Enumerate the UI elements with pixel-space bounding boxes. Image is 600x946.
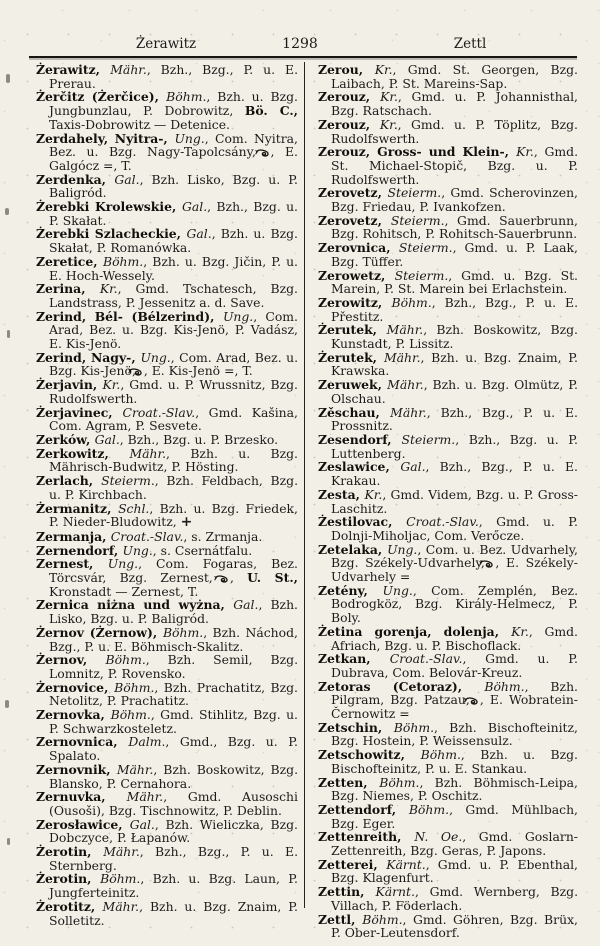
post-horn-icon [227, 575, 229, 583]
gazetteer-entry [36, 818, 298, 845]
entry-text: , Bzh., Bzg., P. u. E. Přestitz. [331, 294, 579, 324]
post-horn-icon [268, 149, 270, 157]
entry-region: Mähr. [383, 349, 421, 365]
scan-artifact [5, 208, 9, 215]
entry-region: Kärnt. [375, 884, 415, 900]
gazetteer-entry [36, 790, 298, 817]
entry-headword: Żerotin, [36, 844, 104, 860]
column-divider-rule [304, 62, 305, 908]
entry-text: , Bzh. Böhmisch-Leipa, Bzg. Niemes, P. Oschitz. [331, 774, 578, 804]
entry-headword: Zetoras (Cetoraz), [318, 678, 485, 694]
entry-region: Böhm. [100, 871, 141, 887]
entry-headword: Żerčitz (Żerčice), [36, 89, 167, 105]
gazetteer-entry [36, 530, 298, 544]
entry-region: Böhm. [105, 652, 146, 668]
entry-text: , Bzh., Bzg., P. u. E. Sternberg. [49, 844, 299, 873]
gazetteer-entry [318, 118, 578, 145]
gazetteer-entry [36, 200, 298, 227]
entry-region: Kr. [102, 377, 121, 393]
entry-text: , Bzh., Bzg., P. u. E. Prerau. [49, 62, 299, 91]
entry-headword: Żerebki Szlacheckie, [36, 226, 187, 242]
gazetteer-entry [318, 652, 578, 679]
gazetteer-entry [36, 502, 298, 530]
entry-headword: Żerjavin, [36, 377, 103, 393]
entry-region: N. Oe. [414, 829, 463, 845]
entry-region: Kr. [511, 623, 529, 639]
entry-headword: Bö. C., [244, 103, 298, 119]
gazetteer-entry [318, 460, 578, 487]
entry-text: , Bzh. Bischofteinitz, Bzg. Hostein, P. Weissensulz. [331, 719, 578, 749]
entry-text: , Gmd. Videm, Bzg. u. P. Gross-Laschitz. [331, 486, 578, 516]
entry-region: Croat.-Slav. [122, 404, 196, 420]
entry-headword: Żetina gorenja, dolenja, [318, 623, 512, 639]
entry-region: Böhm. [362, 911, 403, 927]
gazetteer-entry [36, 351, 298, 378]
gazetteer-entry [36, 544, 298, 558]
entry-headword: Zerdahely, Nyitra-, [36, 130, 175, 146]
entry-text: , Gmd. u. P. Johannisthal, Bzg. Ratschach. [331, 89, 578, 119]
entry-region: Schl. [118, 500, 150, 516]
entry-text: , Gmd. Wernberg, Bzg. Villach, P. Föderlach. [331, 884, 579, 913]
entry-text: , Gmd. Kašina, Com. Agram, P. Sesvete. [49, 404, 298, 434]
entry-text: , Gmd. u. P. Töplitz, Bzg. Rudolfswerth. [331, 116, 578, 146]
entry-region: Gal. [400, 459, 426, 475]
running-head-left-title: Żerawitz [135, 36, 197, 52]
entry-text: , Bzh. Boskowitz, Bzg. Blansko, P. Cernahora. [49, 761, 299, 791]
entry-region: Steierm. [398, 240, 453, 256]
entry-region: Kr. [374, 62, 393, 77]
entry-headword: Zetschowitz, [318, 747, 421, 763]
header-rule [29, 56, 577, 58]
entry-region: Kr. [379, 116, 398, 132]
entry-region: Kärnt. [386, 856, 426, 872]
entry-region: Ung. [140, 349, 171, 365]
gazetteer-entry [318, 830, 578, 857]
entry-text: , Gmd. Scherovinzen, Bzg. Friedau, P. Ivankofzen. [331, 185, 578, 215]
entry-headword: Żernov (Żernow), [36, 624, 163, 640]
gazetteer-entry [36, 90, 298, 131]
entry-region: Mähr. [390, 404, 427, 420]
entry-headword: Zernovnik, [36, 761, 117, 777]
entry-text: , s. Zrmanja. [183, 528, 263, 544]
entry-region: Böhm. [166, 89, 207, 105]
entry-text: , Gmd. u. P. Ebenthal, Bzg. Klagenfurt. [331, 856, 578, 886]
entry-region: Croat.-Slav. [406, 514, 479, 530]
entry-text: , Bzh. u. Bzg. Mährisch-Budwitz, P. Hösting. [49, 445, 298, 475]
entry-headword: Zeretice, [36, 253, 103, 269]
entry-headword: Żestilovac, [318, 514, 407, 530]
entry-headword: Zeruwek, [318, 377, 388, 393]
entry-headword: Żerotin, [36, 871, 101, 887]
entry-text: , Gmd. u. Bzg. St. Marein, P. St. Marein bei Erlachstein. [331, 267, 578, 297]
entry-headword: Zesta, [318, 486, 365, 502]
gazetteer-entry [36, 227, 298, 254]
entry-region: Gal. [233, 597, 259, 613]
entry-text: , Bzh., Bzg., P. u. E. Krakau. [331, 459, 578, 489]
entry-headword: Żermanitz, [36, 500, 119, 516]
entry-text: , Gmd. St. Michael-Stopič, Bzg. u. P. Rudolfswerth. [331, 144, 579, 187]
entry-text: , Gmd. u. P. Wrussnitz, Bzg. Rudolfswerth. [49, 377, 298, 406]
entry-text: , Bzh. Pilgram, Bzg. Patzau, [331, 678, 578, 708]
entry-region: Croat.-Slav. [389, 651, 463, 667]
gazetteer-entry [318, 858, 578, 885]
entry-region: Kr. [516, 144, 534, 160]
entry-headword: Żernov, [36, 652, 106, 668]
scan-artifact [7, 330, 10, 338]
entry-text: , Com. Arad, Bez. u. Bzg. Kis-Jenö, [49, 349, 299, 379]
entry-headword: Zeslawice, [318, 459, 401, 475]
entry-headword: Zěschau, [318, 404, 391, 420]
entry-headword: Zerowetz, [318, 267, 395, 283]
gazetteer-entry [318, 885, 578, 912]
entry-text: , Gmd. u. P. Dubrava, Com. Belovár-Kreuz. [331, 651, 578, 680]
cross-icon: + [180, 514, 193, 531]
entry-region: Böhm. [420, 747, 461, 763]
entry-region: Mähr. [387, 377, 424, 393]
entry-text: , Bzh. Prachatitz, Bzg. Netolitz, P. Prachatitz. [49, 679, 298, 709]
gazetteer-entry [36, 282, 298, 309]
entry-headword: Zerina, [36, 281, 100, 297]
gazetteer-entry [36, 173, 298, 200]
entry-headword: Zerouz, [318, 116, 380, 132]
gazetteer-entry [318, 214, 578, 241]
entry-region: Kr. [364, 486, 383, 502]
entry-text: , Bzh. Boskowitz, Bzg. Kunstadt, P. Lissitz. [331, 322, 578, 352]
gazetteer-entry [318, 543, 578, 584]
entry-headword: Żerutek, [318, 349, 384, 365]
entry-region: Steierm. [101, 473, 155, 489]
entry-text: , Bzh. Lisko, Bzg. u. P. Baligród. [49, 171, 298, 201]
gazetteer-entry [36, 63, 298, 90]
entry-text: , Gmd. Göhren, Bzg. Brüx, P. Ober-Leutensdorf. [331, 911, 578, 941]
entry-text: , Gmd., Bzg. u. P. Spalato. [49, 734, 298, 764]
gazetteer-entry [36, 557, 298, 598]
entry-region: Croat.-Slav. [110, 528, 184, 544]
entry-headword: Zernica niżna und wyżna, [36, 597, 234, 613]
entry-text: , Com. u. Bez. Udvarhely, Bzg. Székely-Udvarhely, [331, 541, 578, 571]
gazetteer-entry [318, 296, 578, 323]
gazetteer-entry [36, 447, 298, 474]
entry-text: , Bzh., Bzg. u. P. Skałat. [49, 199, 298, 228]
entry-headword: Zesendorf, [318, 431, 402, 447]
entry-headword: Żerjavinec, [36, 404, 123, 420]
entry-text: , Gmd. Afriach, Bzg. u. P. Bischoflack. [331, 623, 578, 653]
entry-headword: Zetkan, [318, 651, 390, 667]
entry-headword: Żerawitz, [36, 62, 111, 77]
entry-text: , E. Wobratein-Černowitz = [331, 692, 578, 722]
entry-headword: Zernest, [36, 556, 108, 572]
gazetteer-entry [36, 653, 298, 680]
entry-region: Kr. [99, 281, 118, 297]
entry-region: Böhm. [162, 624, 204, 640]
entry-text: , Com. Fogaras, Bez. Törcsvár, Bzg. Zernest, [49, 556, 298, 586]
entry-region: Böhm. [102, 253, 144, 269]
gazetteer-entry [318, 913, 578, 940]
gazetteer-entry [318, 488, 578, 515]
entry-headword: Zettl, [318, 911, 363, 927]
gazetteer-entry [318, 776, 578, 803]
entry-region: Mähr. [116, 761, 154, 777]
entry-text: , Bzh. Feldbach, Bzg. u. P. Kirchbach. [49, 473, 299, 502]
entry-region: Mähr. [126, 789, 164, 805]
entry-region: Mähr. [102, 898, 140, 914]
scan-artifact [7, 838, 10, 845]
gazetteer-entry [318, 803, 578, 830]
gazetteer-entry [36, 310, 298, 351]
gazetteer-entry [36, 708, 298, 735]
entry-headword: Zerdenka, [36, 171, 115, 187]
gazetteer-entry [36, 872, 298, 899]
scan-artifact [6, 74, 10, 83]
gazetteer-entry [36, 900, 298, 927]
gazetteer-entry [36, 433, 298, 447]
entry-region: Böhm. [391, 294, 432, 310]
entry-region: Mähr. [129, 445, 167, 461]
entry-headword: Zermanja, [36, 528, 111, 544]
entry-text: , Bzh. Wieliczka, Bzg. Dobczyce, P. Łapanów. [49, 816, 298, 846]
right-column [318, 63, 578, 940]
entry-text: , Bzh. Náchod, Bzg., P. u. E. Böhmisch-Skalitz. [49, 624, 298, 654]
gazetteer-entry [318, 406, 578, 433]
entry-region: Gal. [94, 431, 120, 447]
entry-region: Kr. [380, 89, 398, 105]
gazetteer-entry [36, 474, 298, 501]
entry-headword: Zernovka, [36, 707, 111, 723]
entry-region: Dalm. [128, 734, 166, 750]
entry-headword: Zetelaka, [318, 541, 388, 557]
entry-headword: Zerków, [36, 431, 95, 447]
entry-headword: Zerowitz, [318, 294, 392, 310]
entry-headword: Zerind, Bél- (Bélzerind), [36, 308, 223, 324]
gazetteer-entry [36, 845, 298, 872]
entry-text: , Bzh. u. Bzg. Jičin, P. u. E. Hoch-Wessely. [49, 253, 298, 283]
gazetteer-entry [318, 351, 578, 378]
entry-headword: Zettenreith, [318, 829, 415, 845]
gazetteer-entry [318, 269, 578, 296]
entry-text: , Bzh. u. Bzg. Bischofteinitz, P. u. E. Stankau. [331, 747, 578, 776]
gazetteer-entry [36, 735, 298, 762]
entry-region: Böhm. [379, 774, 420, 790]
entry-text: , Gmd. Ausoschi (Ousoši), Bzg. Tischnowitz, P. Deblin. [49, 789, 298, 818]
entry-region: Ung. [387, 541, 418, 557]
gazetteer-entry [318, 625, 578, 652]
entry-text: , Gmd. u. P. Dolnji-Miholjac, Com. Verőcze. [331, 514, 578, 543]
gazetteer-entry [318, 90, 578, 117]
entry-region: Böhm. [114, 679, 155, 695]
entry-region: Ung. [382, 582, 413, 598]
entry-headword: Zernovnica, [36, 734, 129, 750]
gazetteer-entry [318, 680, 578, 721]
entry-headword: Żerebki Krolewskie, [36, 199, 182, 215]
entry-region: Gal. [114, 171, 140, 187]
gazetteer-entry [318, 323, 578, 350]
entry-text: , Gmd. Stihlitz, Bzg. u. P. Schwarzkosteletz. [49, 707, 298, 736]
left-column [36, 63, 298, 927]
entry-text: , Bzh. Lisko, Bzg. u. P. Baligród. [49, 597, 298, 627]
running-head-right-title: Zettl [453, 36, 487, 52]
entry-headword: Zerovetz, [318, 212, 391, 228]
entry-region: Mähr. [110, 62, 147, 77]
entry-text: , Gmd. Mühlbach, Bzg. Eger. [331, 801, 578, 831]
entry-region: Ung. [222, 308, 254, 324]
entry-text: , E. Székely-Udvarhely = [331, 555, 578, 585]
entry-text: , Bzh. u. Bzg. Friedek, P. Nieder-Bludowitz, [49, 500, 298, 530]
entry-text: , [229, 570, 248, 586]
entry-headword: Żerutek, [318, 322, 387, 338]
entry-text: , Bzh., Bzg. u. P. Brzesko. [119, 431, 279, 447]
entry-region: Mähr. [103, 844, 140, 860]
entry-text: , Bzh. u. Bzg. Jungbunzlau, P. Dobrowitz, [49, 89, 298, 119]
entry-region: Böhm. [408, 801, 450, 817]
entry-text: Taxis-Dobrowitz — Detenice. [49, 116, 230, 132]
entry-region: Gal. [129, 816, 155, 832]
entry-text: , Gmd. St. Georgen, Bzg. Laibach, P. St. Mareins-Sap. [331, 62, 578, 91]
gazetteer-entry [36, 681, 298, 708]
entry-text: , Bzh. u. Bzg. Znaim, P. Krawska. [331, 349, 578, 379]
gazetteer-entry [318, 241, 578, 268]
entry-region: Steierm. [394, 267, 449, 283]
entry-text: , s. Csernátfalu. [152, 542, 253, 558]
page-number: 1298 [282, 36, 318, 52]
gazetteer-entry [36, 598, 298, 625]
entry-headword: Zetterei, [318, 856, 387, 872]
entry-text: , Bzh., Bzg. u. P. Luttenberg. [331, 431, 578, 461]
entry-text: , Bzh. u. Bzg. Olmütz, P. Olschau. [331, 377, 578, 406]
gazetteer-entry [318, 584, 578, 625]
entry-text: , Bzh., Bzg., P. u. E. Prossnitz. [331, 404, 578, 434]
entry-region: Gal. [181, 199, 208, 215]
entry-headword: Zerkowitz, [36, 445, 130, 461]
gazetteer-entry [318, 145, 578, 186]
entry-text: , Gmd. Tschatesch, Bzg. Landstrass, P. Jessenitz a. d. Save. [49, 281, 298, 310]
entry-headword: Zerlach, [36, 473, 102, 489]
gazetteer-entry [318, 515, 578, 542]
entry-headword: Zerou, [318, 62, 375, 77]
entry-text: , Com. Zemplén, Bez. Bodrogköz, Bzg. Király-Helmecz, P. Boly. [331, 582, 579, 626]
entry-region: Böhm. [484, 678, 525, 694]
entry-text: , Com. Nyitra, Bez. u. Bzg. Nagy-Tapolcsány, [49, 130, 299, 160]
entry-headword: Zerind, Nagy-, [36, 349, 141, 365]
entry-headword: Zetény, [318, 582, 383, 598]
entry-headword: Żerotitz, [36, 898, 103, 914]
gazetteer-entry [318, 186, 578, 213]
entry-headword: U. St., [247, 570, 298, 586]
entry-region: Böhm. [110, 707, 151, 723]
entry-headword: Zettendorf, [318, 801, 409, 817]
entry-region: Gal. [186, 226, 212, 242]
gazetteer-entry [36, 132, 298, 173]
entry-headword: Zernendorf, [36, 542, 123, 558]
entry-headword: Zettin, [318, 884, 376, 900]
entry-region: Steierm. [387, 185, 442, 201]
entry-text: , Bzh. u. Bzg. Znaim, P. Solletitz. [49, 898, 298, 928]
entry-text: , E. Galgócz =, T. [49, 144, 298, 173]
entry-text: , Gmd. Sauerbrunn, Bzg. Rohitsch, P. Rohitsch-Sauerbrunn. [331, 212, 578, 242]
entry-region: Böhm. [393, 719, 435, 735]
entry-headword: Zerouz, [318, 89, 381, 105]
gazetteer-entry [36, 255, 298, 282]
entry-text: , Bzh. u. Bzg. Laun, P. Jungferteinitz. [49, 871, 298, 901]
gazetteer-entry [36, 378, 298, 405]
entry-text: , Gmd. u. P. Laak, Bzg. Tüffer. [331, 240, 578, 269]
entry-headword: Zerovetz, [318, 185, 388, 201]
entry-text: , Com. Arad, Bez. u. Bzg. Kis-Jenö, P. Vadász, E. Kis-Jenö. [49, 308, 298, 352]
entry-headword: Zerosławice, [36, 816, 130, 832]
entry-headword: Żernovice, [36, 679, 115, 695]
entry-headword: Zerouz, Gross- und Klein-, [318, 144, 517, 160]
entry-text: , E. Kis-Jenö =, T. [143, 363, 253, 379]
post-horn-icon [477, 697, 479, 705]
post-horn-icon [141, 368, 143, 376]
entry-region: Ung. [174, 130, 205, 146]
entry-text: Kronstadt — Zernest, T. [49, 583, 199, 599]
gazetteer-entry [36, 763, 298, 790]
gazetteer-entry [318, 433, 578, 460]
entry-region: Ung. [107, 556, 139, 572]
entry-region: Mähr. [386, 322, 424, 338]
entry-headword: Zernuvka, [36, 789, 127, 805]
gazetteer-entry [318, 378, 578, 405]
entry-headword: Zetten, [318, 774, 380, 790]
entry-region: Steierm. [401, 431, 456, 447]
gazetteer-entry [318, 748, 578, 775]
entry-text: , Bzh. Semil, Bzg. Lomnitz, P. Rovensko. [49, 652, 299, 681]
gazetteer-entry [318, 721, 578, 748]
running-head [0, 36, 600, 54]
entry-region: Ung. [122, 542, 153, 558]
scan-artifact [5, 700, 9, 708]
gazetteer-entry [36, 626, 298, 653]
gazetteer-entry [36, 406, 298, 433]
entry-text: , Gmd. Goslarn-Zettenreith, Bzg. Geras, P. Japons. [331, 829, 578, 859]
entry-headword: Zerovnica, [318, 240, 399, 256]
entry-headword: Zetschin, [318, 719, 394, 735]
entry-region: Steierm. [390, 212, 445, 228]
entry-text: , Bzh. u. Bzg. Skałat, P. Romanówka. [49, 226, 298, 256]
gazetteer-entry [318, 63, 578, 90]
